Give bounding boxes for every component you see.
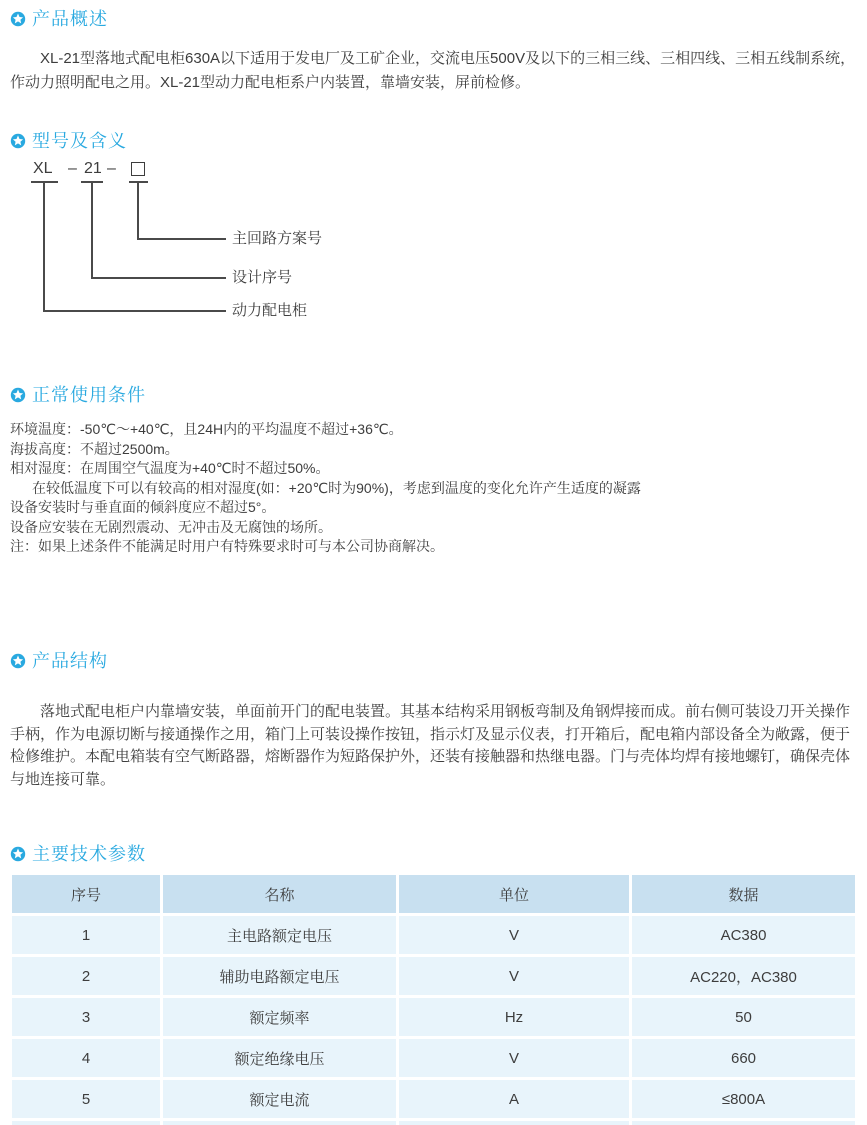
condition-line: 在较低温度下可以有较高的相对湿度(如：+20℃时为90%)，考虑到温度的变化允许产生适度的凝露 [32, 479, 641, 496]
structure-paragraph: 落地式配电柜户内靠墙安装，单面前开门的配电装置。其基本结构采用钢板弯制及角钢焊接而成。前右侧可装设刀开关操作手柄，作为电源切断与接通操作之用，箱门上可装设操作按钮，指示灯及显示仪表，打开箱后，配电箱内部设备全为敞露，便于检修维护。本配电箱装有空气断路器，熔断器作为短路保护外，还装有接触器和热继电器。门与壳体均焊有接地螺钉，确保壳体与地连接可靠。 [10, 703, 851, 788]
star-in-circle-icon [10, 653, 26, 669]
label-main-circuit-scheme: 主回路方案号 [232, 230, 323, 247]
cell-unit: V [399, 1039, 629, 1077]
table-header-cell-unit: 单位 [399, 875, 629, 913]
cell-unit: V [399, 916, 629, 954]
overview-paragraph: XL-21型落地式配电柜630A以下适用于发电厂及工矿企业，交流电压500V及以下的三相三线、三相四线、三相五线制系统，作动力照明配电之用。XL-21型动力配电柜系户内装置，靠墙安装，屏前检修。 [10, 50, 856, 91]
section-title-structure [10, 650, 108, 672]
cell-data: AC380 [632, 916, 855, 954]
params-table [12, 875, 855, 1125]
section-title-text: 正常使用条件 [32, 385, 146, 405]
connector-vertical-scheme [137, 181, 139, 240]
section-title-params [10, 843, 146, 865]
model-series-code: XL [33, 160, 53, 177]
cell-unit: A [399, 1080, 629, 1118]
cell-no: 2 [12, 957, 160, 995]
table-header-row [12, 875, 855, 913]
table-header-cell-no: 序号 [12, 875, 160, 913]
cell-unit [399, 1121, 629, 1125]
star-in-circle-icon [10, 846, 26, 862]
cell-name [163, 1121, 396, 1125]
connector-horizontal-design [91, 277, 226, 279]
condition-line: 注：如果上述条件不能满足时用户有特殊要求时可与本公司协商解决。 [10, 538, 444, 554]
section-title-text: 产品概述 [32, 9, 108, 29]
table-row [12, 957, 855, 995]
model-dash: – [68, 160, 77, 177]
cell-name: 额定绝缘电压 [163, 1039, 396, 1077]
cell-data [632, 1121, 855, 1125]
table-header-cell-name: 名称 [163, 875, 396, 913]
cell-name: 主电路额定电压 [163, 916, 396, 954]
condition-line: 环境温度：-50℃～+40℃，且24H内的平均温度不超过+36℃。 [10, 421, 403, 437]
model-scheme-box [131, 162, 145, 176]
model-dash: – [107, 160, 116, 177]
cell-no: 3 [12, 998, 160, 1036]
cell-data: AC220，AC380 [632, 957, 855, 995]
star-in-circle-icon [10, 387, 26, 403]
cell-name: 辅助电路额定电压 [163, 957, 396, 995]
table-row [12, 1080, 855, 1118]
section-title-text: 主要技术参数 [32, 844, 146, 864]
connector-horizontal-cabinet [43, 310, 226, 312]
section-title-text: 产品结构 [32, 651, 108, 671]
model-design-number: 21 [84, 160, 102, 177]
table-row-partial [12, 1121, 855, 1125]
condition-line: 相对湿度：在周围空气温度为+40℃时不超过50%。 [10, 460, 330, 476]
table-row [12, 916, 855, 954]
conditions-list [10, 420, 858, 557]
cell-no: 5 [12, 1080, 160, 1118]
condition-line: 海拔高度：不超过2500m。 [10, 440, 179, 457]
section-title-conditions [10, 384, 146, 406]
label-design-serial: 设计序号 [232, 269, 293, 286]
section-title-text: 型号及含义 [32, 131, 127, 151]
connector-vertical-series [43, 181, 45, 312]
model-diagram [0, 0, 867, 340]
cell-no: 1 [12, 916, 160, 954]
connector-vertical-design [91, 181, 93, 279]
table-row [12, 1039, 855, 1077]
label-power-cabinet: 动力配电柜 [232, 302, 308, 319]
cell-unit: Hz [399, 998, 629, 1036]
cell-name: 额定电流 [163, 1080, 396, 1118]
cell-name: 额定频率 [163, 998, 396, 1036]
cell-no [12, 1121, 160, 1125]
cell-no: 4 [12, 1039, 160, 1077]
condition-line: 设备应安装在无剧烈震动、无冲击及无腐蚀的场所。 [10, 518, 332, 535]
cell-data: 660 [632, 1039, 855, 1077]
cell-data: ≤800A [632, 1080, 855, 1118]
table-header-cell-data: 数据 [632, 875, 855, 913]
condition-line: 设备安装时与垂直面的倾斜度应不超过5°。 [10, 499, 276, 515]
connector-horizontal-scheme [137, 238, 226, 240]
cell-data: 50 [632, 998, 855, 1036]
cell-unit: V [399, 957, 629, 995]
table-row [12, 998, 855, 1036]
